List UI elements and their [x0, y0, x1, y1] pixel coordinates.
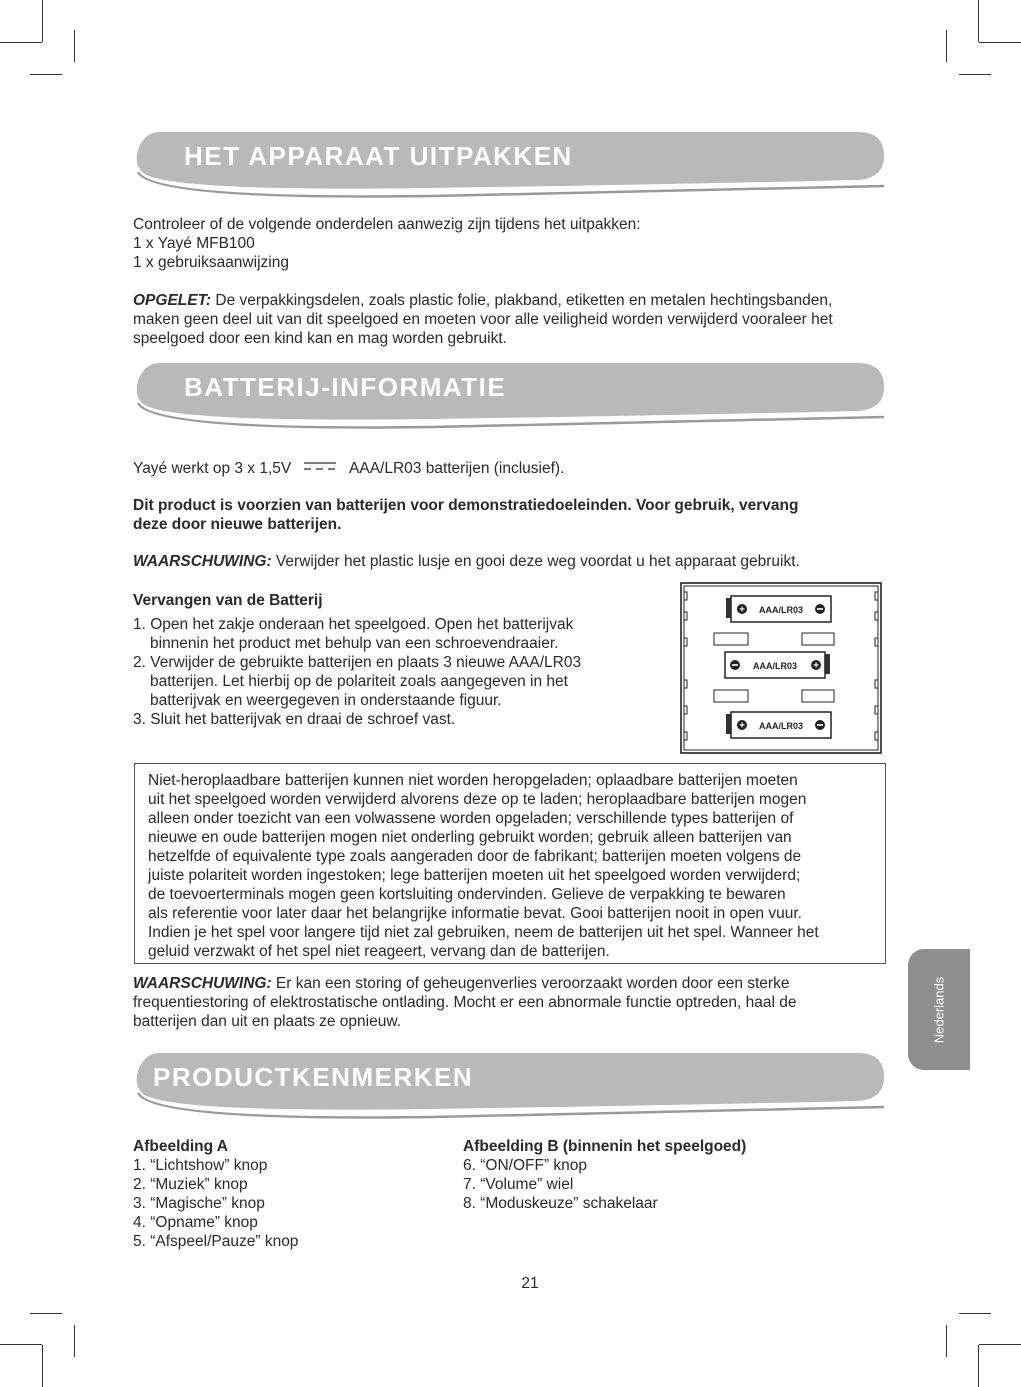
list-item: 2. Verwijder de gebruikte batterijen en plaats 3 nieuwe AAA/LR03 batterijen. Let hierbij op de polariteit zoals aangegeven in het batterijvak en weergegeven in onderstaande figuur. [133, 654, 582, 709]
notice-line: als referentie voor later daar het belangrijke informatie bevat. Gooi batterijen nooit in open vuur. [148, 905, 802, 922]
crop-mark [30, 74, 62, 75]
crop-mark [74, 1325, 75, 1357]
figure-b-title: Afbeelding B (binnenin het speelgoed) [463, 1138, 747, 1155]
crop-mark [979, 42, 1021, 43]
crop-mark [978, 1345, 979, 1387]
warning2-line [133, 974, 789, 993]
operates-suffix: AAA/LR03 batterijen (inclusief). [349, 460, 565, 477]
crop-mark [0, 42, 42, 43]
caution-line [133, 291, 832, 310]
battery-label: AAA/LR03 [758, 605, 804, 615]
battery-cell [726, 712, 831, 738]
battery-compartment-diagram [680, 582, 882, 754]
demo-notice-line: Dit product is voorzien van batterijen voor demonstratiedoeleinden. Voor gebruik, vervang [133, 497, 799, 514]
language-tab-label: Nederlands [931, 976, 947, 1043]
crop-mark [946, 1325, 947, 1357]
notice-line: alleen onder toezicht van een volwassene worden opgeladen; verschillende types batterijen of [148, 810, 794, 827]
list-item: 8. “Moduskeuze” schakelaar [463, 1195, 658, 1212]
notice-line: juiste polariteit worden ingestoken; lege batterijen moeten uit het speelgoed worden verwijderd; [148, 867, 801, 884]
battery-safety-notice [134, 763, 886, 964]
section-title: BATTERIJ-INFORMATIE [184, 372, 507, 402]
crop-mark [30, 1313, 62, 1314]
notice-line: nieuwe en oude batterijen mogen niet onderling gebruikt worden; gebruik alleen batterijen van [148, 829, 792, 846]
language-tab [908, 949, 970, 1070]
operates-prefix: Yayé werkt op 3 x 1,5V [133, 460, 292, 477]
crop-mark [42, 0, 43, 42]
svg-text:+: + [739, 720, 745, 732]
section-title: PRODUCTKENMERKEN [153, 1062, 474, 1092]
replace-steps [133, 615, 633, 729]
notice-line: Indien je het spel voor langere tijd niet zal gebruiken, neem de batterijen uit het spel. Wanneer het [148, 924, 819, 941]
list-item: 3. “Magische” knop [133, 1195, 265, 1212]
battery-label: AAA/LR03 [758, 721, 804, 731]
battery-operates-line [133, 459, 564, 478]
notice-line: Niet-heroplaadbare batterijen kunnen niet worden heropgeladen; oplaadbare batterijen moeten [148, 772, 798, 789]
svg-text:+: + [739, 604, 745, 616]
svg-text:+: + [813, 660, 819, 672]
dc-symbol-icon [302, 460, 342, 474]
caution-line: speelgoed door een kind kan en mag worden gebruikt. [133, 330, 507, 347]
section-title: HET APPARAAT UITPAKKEN [184, 141, 573, 171]
warning-line [133, 552, 800, 571]
crop-mark [74, 30, 75, 62]
list-item: 4. “Opname” knop [133, 1214, 258, 1231]
warning-text: Verwijder het plastic lusje en gooi deze weg voordat u het apparaat gebruikt. [271, 553, 800, 570]
crop-mark [42, 1345, 43, 1387]
crop-mark [946, 30, 947, 62]
figure-a-list [133, 1137, 298, 1251]
section-banner-battery [132, 361, 884, 441]
warning2-line: frequentiestoring of elektrostatische ontlading. Mocht er een abnormale functie optreden, haal de [133, 994, 797, 1011]
warning2-label: WAARSCHUWING: [133, 975, 272, 992]
warning2-line: batterijen dan uit en plaats ze opnieuw. [133, 1013, 401, 1030]
unpack-intro: Controleer of de volgende onderdelen aanwezig zijn tijdens het uitpakken: [133, 216, 641, 233]
crop-mark [979, 1344, 1021, 1345]
crop-mark [978, 0, 979, 42]
figure-b-list [463, 1137, 746, 1213]
crop-mark [959, 1313, 991, 1314]
crop-mark [959, 74, 991, 75]
battery-label: AAA/LR03 [752, 661, 798, 671]
caution-text: De verpakkingsdelen, zoals plastic folie, plakband, etiketten en metalen hechtingsbanden, [211, 292, 833, 309]
list-item: 7. “Volume” wiel [463, 1176, 574, 1193]
list-item: 1. Open het zakje onderaan het speelgoed. Open het batterijvak binnenin het product met behulp van een schroevendraaier. [133, 616, 574, 652]
list-item: 6. “ON/OFF” knop [463, 1157, 588, 1174]
section-banner-features [132, 1051, 884, 1131]
list-item: 1. “Lichtshow” knop [133, 1157, 268, 1174]
warning-label: WAARSCHUWING: [133, 553, 272, 570]
list-item: 5. “Afspeel/Pauze” knop [133, 1233, 299, 1250]
crop-mark [0, 1344, 42, 1345]
notice-line: uit het speelgoed worden verwijderd alvorens deze op te laden; heroplaadbare batterijen mogen [148, 791, 807, 808]
page-number: 21 [521, 1275, 539, 1292]
warning2-text: Er kan een storing of geheugenverlies veroorzaakt worden door een sterke [271, 975, 790, 992]
demo-notice-line: deze door nieuwe batterijen. [133, 516, 342, 533]
battery-cell [725, 652, 830, 678]
notice-line: hetzelfde of equivalente type zoals aangeraden door de fabrikant; batterijen moeten volgens de [148, 848, 802, 865]
list-item: 3. Sluit het batterijvak en draai de schroef vast. [133, 711, 456, 728]
unpack-item: 1 x gebruiksaanwijzing [133, 254, 289, 271]
section-banner-unpack [132, 130, 884, 210]
caution-label: OPGELET: [133, 292, 212, 309]
list-item: 2. “Muziek” knop [133, 1176, 248, 1193]
caution-line: maken geen deel uit van dit speelgoed en moeten voor alle veiligheid worden verwijderd vooraleer het [133, 311, 833, 328]
unpack-item: 1 x Yayé MFB100 [133, 235, 255, 252]
replace-battery-title: Vervangen van de Batterij [133, 592, 323, 609]
battery-cell [726, 596, 831, 622]
figure-a-title: Afbeelding A [133, 1138, 229, 1155]
notice-line: geluid verzwakt of het spel niet reageert, vervang dan de batterijen. [148, 943, 610, 960]
notice-line: de toevoerterminals mogen geen kortsluiting ondervinden. Gelieve de verpakking te bewaren [148, 886, 786, 903]
